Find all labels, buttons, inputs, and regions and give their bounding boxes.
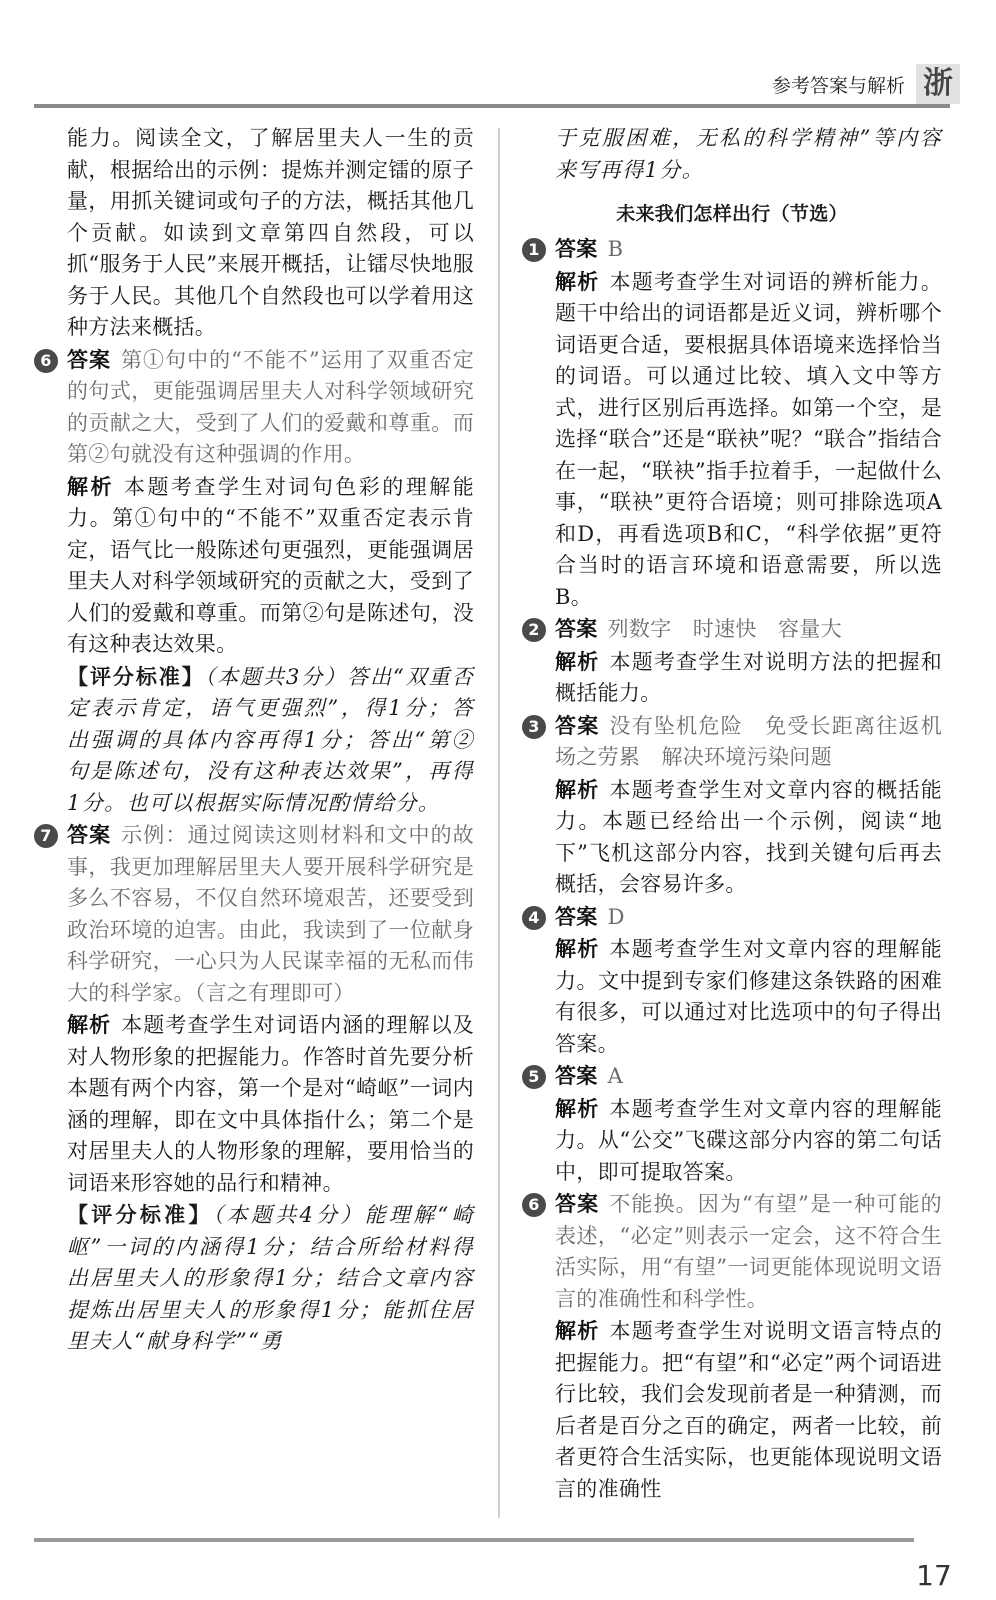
analysis-paragraph (555, 1094, 942, 1189)
analysis-paragraph (555, 1316, 942, 1505)
right-column (522, 123, 942, 1506)
question-6-left (34, 345, 474, 820)
analysis-label: 解析 (67, 1013, 112, 1037)
scoring-text: （本题共3分）答出“双重否定表示肯定，语气更强烈”，得1分；答出强调的具体内容再得1分；答出“第②句是陈述句，没有这种表达效果”，再得1分。也可以根据实际情况酌情给分。 (67, 664, 474, 815)
question-number-badge: 1 (522, 238, 546, 262)
answer-label: 答案 (555, 1192, 600, 1216)
answer-paragraph (555, 711, 942, 774)
answer-text: 不能换。因为“有望”是一种可能的表述，“必定”则表示一定会，这不符合生活实际，用“有望”一词更能体现说明文语言的准确性和科学性。 (555, 1192, 942, 1311)
answer-paragraph (555, 902, 942, 934)
analysis-text: 本题考查学生对文章内容的概括能力。本题已经给出一个示例，阅读“地下”飞机这部分内容，找到关键句后再去概括，会容易许多。 (555, 777, 942, 896)
carryover-paragraph: 于克服困难，无私的科学精神”等内容来写再得1分。 (555, 126, 942, 182)
analysis-paragraph (555, 267, 942, 614)
answer-text: 示例：通过阅读这则材料和文中的故事，我更加理解居里夫人要开展科学研究是多么不容易，不仅自然环境艰苦，还要受到政治环境的迫害。由此，我读到了一位献身科学研究，一心只为人民谋幸福的无私而伟大的科学家。（言之有理即可） (67, 823, 474, 1005)
analysis-label: 解析 (555, 649, 600, 674)
analysis-label: 解析 (555, 1096, 600, 1121)
analysis-label: 解析 (555, 1319, 600, 1343)
answer-paragraph (555, 1061, 942, 1093)
analysis-paragraph (67, 1010, 474, 1199)
answer-text: D (607, 904, 625, 929)
province-badge: 浙 (916, 64, 960, 104)
answer-text: 没有坠机危险 免受长距离往返机场之劳累 解决环境污染问题 (555, 713, 942, 769)
analysis-text: 本题考查学生对词语内涵的理解以及对人物形象的把握能力。作答时首先要分析本题有两个内容，第一个是对“崎岖”一词内涵的理解，即在文中具体指什么；第二个是对居里夫人的人物形象的理解，要用恰当的词语来形容她的品行和精神。 (67, 1013, 474, 1195)
analysis-paragraph (67, 472, 474, 661)
analysis-paragraph (555, 775, 942, 901)
header-rule (34, 104, 950, 108)
answer-label: 答案 (67, 347, 112, 372)
scoring-paragraph (67, 1200, 474, 1358)
page-number: 17 (916, 1559, 952, 1592)
analysis-paragraph (555, 934, 942, 1060)
analysis-text: 本题考查学生对文章内容的理解能力。文中提到专家们修建这条铁路的困难有很多，可以通过对比选项中的句子得出答案。 (555, 937, 942, 1056)
section-title: 未来我们怎样出行（节选） (616, 203, 848, 225)
column-divider (498, 128, 500, 1518)
question-7-left (34, 820, 474, 1358)
answer-paragraph (67, 345, 474, 471)
answer-label: 答案 (555, 617, 598, 641)
answer-label: 答案 (555, 713, 600, 738)
analysis-text: 本题考查学生对词句色彩的理解能力。第①句中的“不能不”双重否定表示肯定，语气比一般陈述句更强烈，更能强调居里夫人对科学领域研究的贡献之大，受到了人们的爱戴和尊重。而第②句是陈述句，没有这种表达效果。 (67, 474, 474, 656)
answer-paragraph (67, 820, 474, 1009)
answer-text: B (607, 237, 624, 261)
scoring-label: 【评分标准】 (67, 664, 205, 689)
analysis-text: 本题考查学生对说明文语言特点的把握能力。把“有望”和“必定”两个词语进行比较，我们会发现前者是一种猜测，而后者是百分之百的确定，两者一比较，前者更符合生活实际，也更能体现说明文语言的准确性 (555, 1319, 942, 1501)
question-1-right (522, 234, 942, 613)
analysis-label: 解析 (555, 269, 600, 294)
question-number-badge: 2 (522, 618, 546, 642)
question-3-right (522, 711, 942, 901)
question-4-right (522, 902, 942, 1061)
scoring-text: （本题共4分）能理解“崎岖”一词的内涵得1分；结合所给材料得出居里夫人的形象得1分；结合文章内容提炼出居里夫人的形象得1分；能抓住居里夫人“献身科学”“勇 (67, 1203, 474, 1353)
question-5-right (522, 1061, 942, 1188)
left-column (34, 123, 474, 1359)
question-number-badge: 4 (522, 906, 546, 930)
question-number-badge: 3 (522, 715, 546, 739)
analysis-text: 本题考查学生对词语的辨析能力。题干中给出的词语都是近义词，辨析哪个词语更合适，要根据具体语境来选择恰当的词语。可以通过比较、填入文中等方式，进行区别后再选择。如第一个空，是选择“联合”还是“联袂”呢？“联合”指结合在一起，“联袂”指手拉着手，一起做什么事，“联袂”更符合语境；则可排除选项A和D，再看选项B和C，“科学依据”更符合当时的语言环境和语意需要，所以选B。 (555, 269, 942, 609)
answer-label: 答案 (555, 237, 598, 261)
question-number-badge: 7 (34, 824, 58, 848)
answer-label: 答案 (555, 1064, 598, 1088)
scoring-label: 【评分标准】 (67, 1203, 213, 1227)
question-number-badge: 6 (522, 1193, 546, 1217)
question-number-badge: 5 (522, 1065, 546, 1089)
analysis-label: 解析 (67, 474, 114, 499)
answer-text: A (607, 1064, 624, 1088)
analysis-label: 解析 (555, 937, 600, 961)
question-number-badge: 6 (34, 349, 58, 373)
answer-paragraph (555, 234, 942, 266)
analysis-paragraph (555, 647, 942, 710)
header-title: 参考答案与解析 (771, 75, 905, 97)
analysis-text: 本题考查学生对文章内容的理解能力。从“公交”飞碟这部分内容的第二句话中，即可提取答案。 (555, 1096, 942, 1184)
answer-paragraph (555, 1189, 942, 1315)
answer-paragraph (555, 614, 942, 646)
footer-rule (34, 1538, 914, 1542)
answer-text: 第①句中的“不能不”运用了双重否定的句式，更能强调居里夫人对科学领域研究的贡献之大，受到了人们的爱戴和尊重。而第②句就没有这种强调的作用。 (67, 347, 474, 466)
answer-label: 答案 (555, 904, 598, 929)
answer-text: 列数字 时速快 容量大 (607, 617, 842, 641)
answer-label: 答案 (67, 823, 112, 847)
analysis-text: 本题考查学生对说明方法的把握和概括能力。 (555, 649, 942, 705)
question-2-right (522, 614, 942, 710)
analysis-label: 解析 (555, 777, 600, 802)
question-6-right (522, 1189, 942, 1505)
scoring-paragraph (67, 662, 474, 820)
intro-paragraph: 能力。阅读全文，了解居里夫人一生的贡献，根据给出的示例：提炼并测定镭的原子量，用抓关键词或句子的方法，概括其他几个贡献。如读到文章第四自然段，可以抓“服务于人民”来展开概括，让镭尽快地服务于人民。其他几个自然段也可以学着用这种方法来概括。 (67, 126, 474, 339)
